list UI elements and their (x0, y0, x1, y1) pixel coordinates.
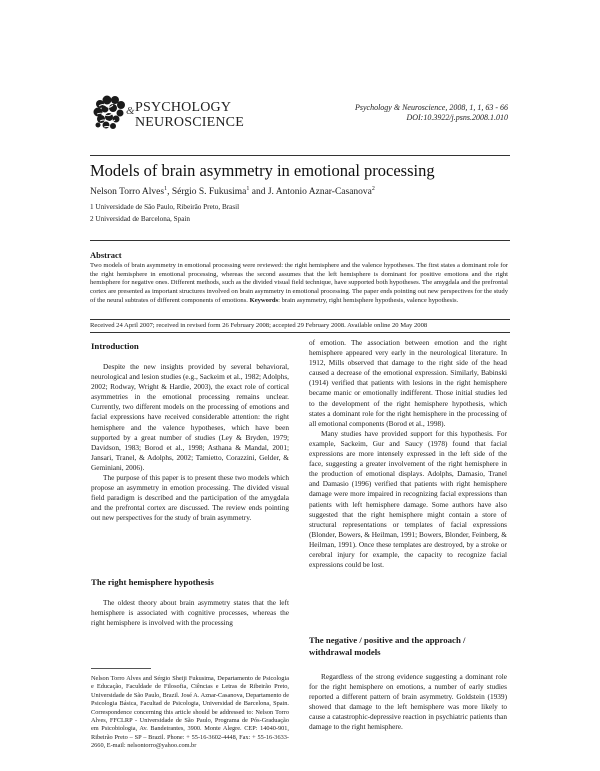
author-sep: , (167, 187, 172, 198)
journal-citation: Psychology & Neuroscience, 2008, 1, 1, 63 - 66 (354, 103, 508, 112)
author-name: J. Antonio Aznar-Casanova (267, 187, 372, 198)
header-rule (90, 155, 510, 156)
logo-word-neuroscience: NEUROSCIENCE (135, 115, 244, 130)
keywords-text: : brain asymmetry, right hemisphere hypothesis, valence hypothesis. (278, 296, 459, 304)
author-list (90, 186, 375, 197)
section-heading-valence: The negative / positive and the approach / withdrawal models (309, 635, 466, 657)
journal-logo (90, 92, 244, 138)
author-sep: and (249, 187, 268, 198)
rh-paragraph-1-continued: of emotion. The association between emotion and the right hemisphere appeared very early in the neurological literature. In 1912, Mills observed that damage to the right side of the head caused a decrease of the emotional expression. Similarly, Babinski (1914) verified that patients with lesions in the right hemisphere became manic or emotionally indifferent. Those initial studies led to the development of the right hemisphere hypothesis, which states a dominant role for the right hemisphere in the processing of all emotional components (Borod et al., 1998). (309, 338, 507, 428)
doi[interactable]: DOI:10.3922/j.psns.2008.1.010 (406, 113, 508, 122)
footnote-rule (91, 668, 151, 669)
abstract-body-text: Two models of brain asymmetry in emotional processing were reviewed: the right hemisphere and the valence hypotheses. The first states a dominant role for the right hemisphere in emotional processing, whereas the second assumes that the left hemisphere is dominant for positive emotions and the right hemisphere for negative ones. Different methods, such as the divided visual field technique, have supported both hypotheses. The amygdala and the prefrontal cortex are presented as important structures involved on brain asymmetry in emotional processing. The paper ends pointing out new perspectives for the study of the neural subtrates of different components of emotions. (90, 262, 508, 304)
abstract-top-rule (90, 240, 510, 241)
abstract-bottom-rule (90, 319, 510, 320)
rh-paragraph-2: Many studies have provided support for this hypothesis. For example, Sackeim, Gur and Saucy (1978) found that facial expressions are more intensely expressed in the left side of the face, suggesting a greater involvement of the right hemisphere in the production of emotional displays. Adolphs, Damasio, Tranel and Damasio (1996) verified that patients with right hemisphere damage were more impaired in recognizing facial expressions than patients with left hemisphere damage. Some authors have also suggested that the right hemisphere might contain a store of structural representations or templates of facial expressions (Blonder, Bowers, & Heilman, 1991; Bowers, Blonder, Feinberg, & Heilman, 1991). Once these templates are destroyed, by a stroke or cerebral injury for example, the capacity to recognize facial expressions could be lost. (309, 428, 507, 570)
author-name: Nelson Torro Alves (90, 187, 165, 198)
article-title: Models of brain asymmetry in emotional processing (90, 161, 435, 180)
section-heading-right-hemisphere: The right hemisphere hypothesis (91, 577, 214, 587)
rh-start (91, 598, 289, 628)
keywords-label: Keywords (249, 296, 279, 304)
valence-paragraph-1: Regardless of the strong evidence suggesting a dominant role for the right hemisphere on emotions, a number of early studies reported a different pattern of brain asymmetry. Goldstein (1939) showed that damage to the left hemisphere was more likely to cause a catastrophic-depressive reaction in psychiatric patients than damage to the right hemisphere. (309, 672, 507, 732)
left-column (91, 362, 289, 524)
valence-start (309, 672, 507, 733)
rh-paragraph-1: The oldest theory about brain asymmetry states that the left hemisphere is associated with cognitive processes, whereas the right hemisphere is involved with the processing (91, 598, 289, 628)
logo-ampersand: & (126, 105, 135, 117)
author-sup: 1 (246, 186, 250, 192)
intro-paragraph-1: Despite the new insights provided by several behavioral, neurological and lesion studies (e.g., Sackeim et al., 1982; Adolphs, 2002; Rodway, Wright & Hardie, 2003), the exact role of cortical asymmetries in the emotional processing remains unclear. Currently, two different models on the processing of emotions and facial expressions have received considerable attention: the right hemisphere and the valence hypotheses, which have been supported by a great number of studies (Ley & Bryden, 1979; Davidson, 1983; Borod et al., 1998; Asthana & Mandal, 2001; Jansari, Tranel, & Adolphs, 2002; Tamietto, Corazzini, Gelder, & Geminiani, 2006). (91, 362, 289, 472)
intro-paragraph-2: The purpose of this paper is to present these two models which propose an asymmetry in emotion processing. The divided visual field paradigm is described and the participation of the amygdala and the prefrontal cortex are discussed. The review ends pointing out new perspectives for the study of brain asymmetry. (91, 473, 289, 523)
affiliation-2: 2 Universidad de Barcelona, Spain (90, 215, 190, 223)
received-rule (90, 332, 510, 333)
abstract-heading: Abstract (90, 250, 122, 260)
right-column (309, 338, 507, 570)
received-dates: Received 24 April 2007; received in revised form 26 February 2008; accepted 29 February 2008. Available online 20 May 2008 (90, 322, 428, 329)
logo-word-psychology: PSYCHOLOGY (135, 100, 232, 115)
author-name: Sérgio S. Fukusima (171, 187, 247, 198)
affiliation-1: 1 Universidade de São Paulo, Ribeirão Preto, Brasil (90, 203, 240, 211)
author-sup: 1 (164, 186, 168, 192)
author-sup: 2 (371, 186, 375, 192)
author-footnote: Nelson Torro Alves and Sérgio Sheiji Fukusima, Departamento de Psicologia e Educação, Faculdade de Filosofia, Ciências e Letras de Ribeirão Preto, Universidade de São Paulo, Brazil. José A. Aznar-Casanova, Departamento de Psicologia Básica, Facultad de Psicologia, Universidad de Barcelona, Spain. Correspondence concerning this article should be addressed to: Nelson Torro Alves, FFCLRP - Universidade de São Paulo, Programa de Pós-Graduação em Psicobiologia, Av. Bandeirantes, 3900. Monte Alegre. CEP: 14040-901, Ribeirão Preto – SP – Brazil. Phone: + 55-16-3602-4448, Fax: + 55-16-3633-2660, E-mail: nelsontorro@yahoo.com.br (91, 675, 289, 750)
journal-reference (355, 103, 508, 123)
abstract-text (90, 262, 508, 306)
section-heading-introduction: Introduction (91, 341, 139, 351)
